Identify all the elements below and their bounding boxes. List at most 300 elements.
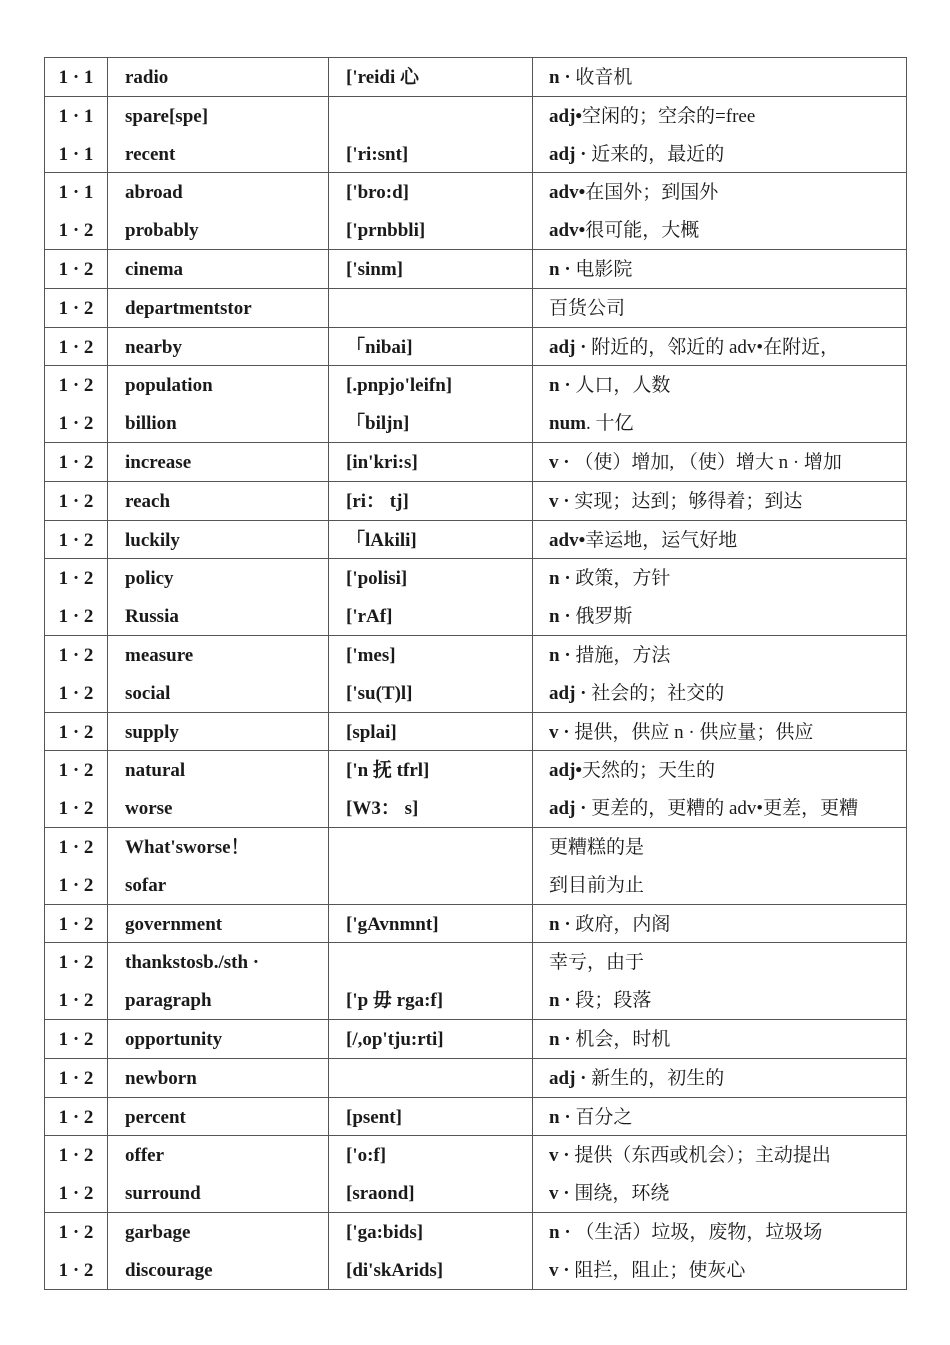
- phonetic-transcription-cell: [329, 635, 533, 712]
- phonetic-transcription: ['bro:d]: [346, 182, 409, 204]
- phonetic-transcription-cell: [329, 481, 533, 520]
- part-of-speech: n ·: [549, 67, 571, 88]
- phonetic-transcription-cell: [329, 96, 533, 173]
- definition-line: [533, 404, 906, 442]
- vocab-row-group: [45, 58, 907, 97]
- vocab-row-group: [45, 481, 907, 520]
- vocab-word: departmentstor: [125, 297, 252, 319]
- vocab-word-cell: [108, 1097, 329, 1136]
- part-of-speech: v ·: [549, 1183, 570, 1205]
- word-definition-cell: [533, 1097, 907, 1136]
- part-of-speech: adj ·: [549, 143, 587, 165]
- meaning-text: 社会的；社交的: [586, 682, 725, 704]
- unit-number-cell: [45, 1058, 108, 1097]
- vocab-row-group: [45, 827, 907, 904]
- unit-number-cell: [45, 520, 108, 559]
- part-of-speech: adv•: [549, 529, 586, 551]
- phonetic-transcription-cell: [329, 712, 533, 751]
- unit-number: 1 · 2: [58, 413, 94, 435]
- vocab-word-cell: [108, 173, 329, 250]
- phonetic-transcription: ['su(T)l]: [346, 682, 413, 704]
- phonetic-transcription-cell: [329, 366, 533, 443]
- definition-line: [533, 866, 906, 904]
- part-of-speech: v ·: [549, 721, 570, 743]
- definition-line: [533, 713, 906, 751]
- vocab-word-cell: [108, 58, 329, 97]
- phonetic-transcription: ['n 抚 tfrl]: [346, 760, 430, 782]
- meaning-text: 围绕，环绕: [569, 1183, 670, 1205]
- vocab-word: policy: [125, 568, 174, 590]
- unit-number-cell: [45, 366, 108, 443]
- vocab-row-group: [45, 712, 907, 751]
- vocab-word: luckily: [125, 529, 180, 551]
- phonetic-transcription: ['ga:bids]: [346, 1221, 424, 1243]
- phonetic-transcription-cell: [329, 58, 533, 97]
- definition-line: [533, 1251, 906, 1289]
- meaning-text: 提供，供应 n · 供应量；供应: [569, 721, 814, 743]
- phonetic-transcription: [329, 866, 532, 904]
- vocab-word: paragraph: [125, 990, 212, 1012]
- phonetic-transcription-cell: [329, 288, 533, 327]
- vocab-word: opportunity: [125, 1028, 223, 1050]
- part-of-speech: v ·: [549, 451, 570, 473]
- word-definition-cell: [533, 712, 907, 751]
- vocab-word: abroad: [125, 182, 183, 204]
- phonetic-transcription: [di'skArids]: [346, 1259, 444, 1281]
- unit-number: 1 · 2: [58, 952, 94, 974]
- word-definition-cell: [533, 96, 907, 173]
- definition-line: [533, 366, 906, 404]
- phonetic-transcription: ['p 毋 rga:f]: [346, 990, 444, 1012]
- word-definition-cell: [533, 1019, 907, 1058]
- vocab-row-group: [45, 1212, 907, 1289]
- phonetic-transcription-cell: [329, 249, 533, 288]
- meaning-text: 在国外；到国外: [585, 182, 719, 204]
- phonetic-transcription-cell: [329, 327, 533, 366]
- unit-number: 1 · 2: [58, 258, 94, 280]
- vocabulary-table-body: [45, 58, 907, 1290]
- definition-line: [533, 981, 906, 1019]
- part-of-speech: adj ·: [549, 336, 587, 358]
- unit-number-cell: [45, 1212, 108, 1289]
- vocab-row-group: [45, 96, 907, 173]
- part-of-speech: n ·: [549, 606, 571, 628]
- definition-line: [533, 1136, 906, 1174]
- unit-number-cell: [45, 1019, 108, 1058]
- unit-number: 1 · 2: [58, 1106, 94, 1128]
- vocab-word-cell: [108, 366, 329, 443]
- unit-number-cell: [45, 1097, 108, 1136]
- vocab-word: newborn: [125, 1067, 197, 1089]
- meaning-text: 政府，内阁: [570, 913, 671, 935]
- phonetic-transcription: [329, 289, 532, 327]
- word-definition-cell: [533, 827, 907, 904]
- word-definition-cell: [533, 173, 907, 250]
- phonetic-transcription-cell: [329, 827, 533, 904]
- meaning-text: （使）增加, （使）增大 n · 增加: [569, 451, 842, 473]
- part-of-speech: n ·: [549, 1221, 571, 1243]
- phonetic-transcription-cell: [329, 559, 533, 636]
- definition-line: [533, 597, 906, 635]
- vocab-word: natural: [125, 760, 186, 782]
- vocab-word-cell: [108, 327, 329, 366]
- vocab-word-cell: [108, 481, 329, 520]
- word-definition-cell: [533, 366, 907, 443]
- meaning-text: 更糟糕的是: [549, 836, 645, 858]
- part-of-speech: adj•: [549, 760, 583, 782]
- phonetic-transcription: [in'kri:s]: [346, 451, 418, 473]
- unit-number-cell: [45, 442, 108, 481]
- vocab-word: discourage: [125, 1259, 213, 1281]
- phonetic-transcription: ['mes]: [346, 644, 396, 666]
- unit-number-cell: [45, 96, 108, 173]
- definition-line: [533, 289, 906, 327]
- unit-number-cell: [45, 249, 108, 288]
- definition-line: [533, 250, 906, 288]
- meaning-text: 空闲的；空余的=free: [582, 105, 756, 127]
- vocab-word: increase: [125, 451, 192, 473]
- definition-line: [533, 482, 906, 520]
- vocabulary-table: [44, 57, 907, 1290]
- meaning-text: 新生的，初生的: [586, 1067, 725, 1089]
- definition-line: [533, 1020, 906, 1058]
- meaning-text: 政策，方针: [570, 568, 671, 590]
- vocab-word: social: [125, 682, 171, 704]
- unit-number-cell: [45, 827, 108, 904]
- phonetic-transcription: ['o:f]: [346, 1145, 387, 1167]
- unit-number: 1 · 2: [58, 336, 94, 358]
- definition-line: [533, 636, 906, 674]
- vocab-word-cell: [108, 635, 329, 712]
- phonetic-transcription: ['reidi 心: [346, 67, 420, 88]
- phonetic-transcription-cell: [329, 173, 533, 250]
- unit-number: 1 · 2: [58, 490, 94, 512]
- word-definition-cell: [533, 481, 907, 520]
- phonetic-transcription-cell: [329, 943, 533, 1020]
- definition-line: [533, 97, 906, 135]
- word-definition-cell: [533, 943, 907, 1020]
- unit-number-cell: [45, 904, 108, 943]
- vocab-row-group: [45, 1019, 907, 1058]
- part-of-speech: adj ·: [549, 798, 587, 820]
- phonetic-transcription: [ri： tj]: [346, 490, 409, 512]
- unit-number-cell: [45, 559, 108, 636]
- word-definition-cell: [533, 1058, 907, 1097]
- phonetic-transcription-cell: [329, 751, 533, 828]
- unit-number: 1 · 2: [58, 721, 94, 743]
- meaning-text: 俄罗斯: [570, 606, 633, 628]
- meaning-text: 天然的；天生的: [582, 760, 716, 782]
- unit-number: 1 · 2: [58, 297, 94, 319]
- definition-line: [533, 58, 906, 96]
- vocab-row-group: [45, 366, 907, 443]
- word-definition-cell: [533, 751, 907, 828]
- phonetic-transcription-cell: [329, 1058, 533, 1097]
- vocab-word-cell: [108, 442, 329, 481]
- meaning-text: 电影院: [570, 258, 633, 280]
- word-definition-cell: [533, 904, 907, 943]
- unit-number-cell: [45, 1136, 108, 1213]
- vocab-row-group: [45, 1136, 907, 1213]
- part-of-speech: n ·: [549, 375, 571, 397]
- unit-number: 1 · 2: [58, 874, 94, 896]
- vocab-word: offer: [125, 1145, 165, 1167]
- vocab-row-group: [45, 943, 907, 1020]
- word-definition-cell: [533, 442, 907, 481]
- phonetic-transcription: [W3： s]: [346, 798, 419, 820]
- vocab-word: supply: [125, 721, 179, 743]
- unit-number: 1 · 2: [58, 606, 94, 628]
- phonetic-transcription: ['rAf]: [346, 606, 393, 628]
- word-definition-cell: [533, 58, 907, 97]
- phonetic-transcription: [sraond]: [346, 1183, 415, 1205]
- vocab-row-group: [45, 751, 907, 828]
- unit-number: 1 · 2: [58, 451, 94, 473]
- phonetic-transcription: [329, 1059, 532, 1097]
- vocab-word-cell: [108, 520, 329, 559]
- vocab-word: reach: [125, 490, 171, 512]
- phonetic-transcription-cell: [329, 520, 533, 559]
- meaning-text: . 十亿: [585, 413, 634, 435]
- unit-number-cell: [45, 635, 108, 712]
- unit-number-cell: [45, 481, 108, 520]
- phonetic-transcription: [splai]: [346, 721, 397, 743]
- part-of-speech: n ·: [549, 258, 571, 280]
- part-of-speech: adv•: [549, 220, 586, 242]
- definition-line: [533, 1213, 906, 1251]
- unit-number: 1 · 2: [58, 836, 94, 858]
- part-of-speech: adj ·: [549, 682, 587, 704]
- vocab-word-cell: [108, 1019, 329, 1058]
- meaning-text: （生活）垃圾，废物，垃圾场: [570, 1221, 823, 1243]
- definition-line: [533, 1174, 906, 1212]
- vocab-row-group: [45, 288, 907, 327]
- unit-number: 1 · 2: [58, 529, 94, 551]
- meaning-text: 百货公司: [549, 297, 626, 319]
- part-of-speech: num: [549, 413, 586, 435]
- meaning-text: 人口，人数: [570, 375, 671, 397]
- part-of-speech: n ·: [549, 1106, 571, 1128]
- word-definition-cell: [533, 635, 907, 712]
- vocab-word-cell: [108, 1058, 329, 1097]
- unit-number-cell: [45, 173, 108, 250]
- unit-number: 1 · 1: [58, 182, 94, 204]
- vocab-word: Russia: [125, 606, 179, 628]
- unit-number-cell: [45, 58, 108, 97]
- definition-line: [533, 828, 906, 866]
- meaning-text: 很可能，大概: [585, 220, 700, 242]
- vocab-row-group: [45, 442, 907, 481]
- definition-line: [533, 751, 906, 789]
- vocab-word-cell: [108, 249, 329, 288]
- definition-line: [533, 905, 906, 943]
- meaning-text: 近来的，最近的: [586, 143, 725, 165]
- definition-line: [533, 1098, 906, 1136]
- vocab-word-cell: [108, 559, 329, 636]
- vocab-row-group: [45, 327, 907, 366]
- phonetic-transcription: ['polisi]: [346, 568, 408, 590]
- vocab-word: billion: [125, 413, 177, 435]
- vocab-word-cell: [108, 712, 329, 751]
- unit-number: 1 · 2: [58, 913, 94, 935]
- vocab-word: measure: [125, 644, 194, 666]
- phonetic-transcription: [329, 828, 532, 866]
- meaning-text: 百分之: [570, 1106, 633, 1128]
- part-of-speech: v ·: [549, 1145, 570, 1167]
- vocab-word: percent: [125, 1106, 186, 1128]
- unit-number: 1 · 2: [58, 760, 94, 782]
- phonetic-transcription-cell: [329, 1212, 533, 1289]
- meaning-text: 收音机: [570, 67, 633, 88]
- vocab-row-group: [45, 559, 907, 636]
- phonetic-transcription: 「lAkili]: [346, 529, 417, 551]
- part-of-speech: n ·: [549, 644, 571, 666]
- phonetic-transcription-cell: [329, 1097, 533, 1136]
- vocab-word: government: [125, 913, 223, 935]
- unit-number-cell: [45, 712, 108, 751]
- definition-line: [533, 674, 906, 712]
- meaning-text: 机会，时机: [570, 1028, 671, 1050]
- meaning-text: 实现；达到；够得着；到达: [569, 490, 803, 512]
- vocab-row-group: [45, 1097, 907, 1136]
- vocab-row-group: [45, 635, 907, 712]
- definition-line: [533, 789, 906, 827]
- unit-number-cell: [45, 943, 108, 1020]
- vocab-word: cinema: [125, 258, 184, 280]
- vocab-word: thankstosb./sth ·: [125, 952, 260, 974]
- phonetic-transcription: ['gAvnmnt]: [346, 913, 439, 935]
- vocab-word: surround: [125, 1183, 201, 1205]
- unit-number-cell: [45, 288, 108, 327]
- meaning-text: 措施，方法: [570, 644, 671, 666]
- meaning-text: 段；段落: [570, 990, 652, 1012]
- vocab-word: worse: [125, 798, 173, 820]
- word-definition-cell: [533, 559, 907, 636]
- unit-number: 1 · 2: [58, 644, 94, 666]
- unit-number: 1 · 2: [58, 1221, 94, 1243]
- vocab-word-cell: [108, 1212, 329, 1289]
- word-definition-cell: [533, 249, 907, 288]
- phonetic-transcription: [/,op'tju:rti]: [346, 1028, 444, 1050]
- word-definition-cell: [533, 327, 907, 366]
- unit-number: 1 · 2: [58, 682, 94, 704]
- vocab-word-cell: [108, 943, 329, 1020]
- vocab-word: probably: [125, 220, 199, 242]
- phonetic-transcription-cell: [329, 904, 533, 943]
- vocab-word-cell: [108, 751, 329, 828]
- unit-number: 1 · 2: [58, 990, 94, 1012]
- word-definition-cell: [533, 1212, 907, 1289]
- vocab-row-group: [45, 249, 907, 288]
- definition-line: [533, 135, 906, 173]
- vocab-word: radio: [125, 67, 169, 88]
- phonetic-transcription: [329, 97, 532, 135]
- meaning-text: 到目前为止: [549, 874, 645, 896]
- vocab-row-group: [45, 520, 907, 559]
- vocab-word: sofar: [125, 874, 167, 896]
- meaning-text: 幸运地，运气好地: [585, 529, 738, 551]
- part-of-speech: adv•: [549, 182, 586, 204]
- phonetic-transcription: ['ri:snt]: [346, 143, 409, 165]
- meaning-text: 更差的，更糟的 adv•更差，更糟: [586, 798, 859, 820]
- vocab-word-cell: [108, 288, 329, 327]
- definition-line: [533, 328, 906, 366]
- definition-line: [533, 943, 906, 981]
- unit-number-cell: [45, 751, 108, 828]
- part-of-speech: n ·: [549, 990, 571, 1012]
- definition-line: [533, 211, 906, 249]
- phonetic-transcription-cell: [329, 442, 533, 481]
- phonetic-transcription: [.pnpjo'leifn]: [346, 375, 453, 397]
- part-of-speech: n ·: [549, 913, 571, 935]
- vocab-word: population: [125, 375, 213, 397]
- vocab-row-group: [45, 904, 907, 943]
- unit-number: 1 · 1: [58, 105, 94, 127]
- unit-number: 1 · 2: [58, 798, 94, 820]
- meaning-text: 提供（东西或机会）；主动提出: [569, 1145, 831, 1167]
- unit-number: 1 · 2: [58, 220, 94, 242]
- word-definition-cell: [533, 1136, 907, 1213]
- part-of-speech: adj ·: [549, 1067, 587, 1089]
- phonetic-transcription: 「nibai]: [346, 336, 413, 358]
- unit-number-cell: [45, 327, 108, 366]
- definition-line: [533, 559, 906, 597]
- part-of-speech: n ·: [549, 568, 571, 590]
- vocab-word: What'sworse！: [125, 836, 250, 858]
- unit-number: 1 · 2: [58, 1067, 94, 1089]
- vocab-word-cell: [108, 827, 329, 904]
- unit-number: 1 · 2: [58, 375, 94, 397]
- unit-number: 1 · 2: [58, 568, 94, 590]
- unit-number: 1 · 1: [58, 143, 94, 165]
- part-of-speech: adj•: [549, 105, 583, 127]
- definition-line: [533, 173, 906, 211]
- vocab-word-cell: [108, 96, 329, 173]
- phonetic-transcription: [psent]: [346, 1106, 402, 1128]
- part-of-speech: n ·: [549, 1028, 571, 1050]
- vocab-word: spare[spe]: [125, 105, 209, 127]
- meaning-text: 附近的，邻近的 adv•在附近，: [586, 336, 840, 358]
- part-of-speech: v ·: [549, 490, 570, 512]
- unit-number: 1 · 2: [58, 1259, 94, 1281]
- vocab-row-group: [45, 1058, 907, 1097]
- meaning-text: 阻拦，阻止；使灰心: [569, 1259, 746, 1281]
- meaning-text: 幸亏，由于: [549, 952, 645, 974]
- vocab-row-group: [45, 173, 907, 250]
- phonetic-transcription-cell: [329, 1019, 533, 1058]
- unit-number: 1 · 2: [58, 1183, 94, 1205]
- unit-number: 1 · 2: [58, 1145, 94, 1167]
- definition-line: [533, 443, 906, 481]
- vocab-word: recent: [125, 143, 176, 165]
- phonetic-transcription: ['prnbbli]: [346, 220, 426, 242]
- definition-line: [533, 1059, 906, 1097]
- phonetic-transcription: [329, 943, 532, 981]
- word-definition-cell: [533, 288, 907, 327]
- unit-number: 1 · 1: [58, 67, 94, 88]
- phonetic-transcription: 「biljn]: [346, 413, 410, 435]
- definition-line: [533, 521, 906, 559]
- phonetic-transcription: ['sinm]: [346, 258, 403, 280]
- vocab-word-cell: [108, 1136, 329, 1213]
- unit-number: 1 · 2: [58, 1028, 94, 1050]
- part-of-speech: v ·: [549, 1259, 570, 1281]
- vocab-word: garbage: [125, 1221, 191, 1243]
- vocab-word: nearby: [125, 336, 182, 358]
- word-definition-cell: [533, 520, 907, 559]
- phonetic-transcription-cell: [329, 1136, 533, 1213]
- vocab-word-cell: [108, 904, 329, 943]
